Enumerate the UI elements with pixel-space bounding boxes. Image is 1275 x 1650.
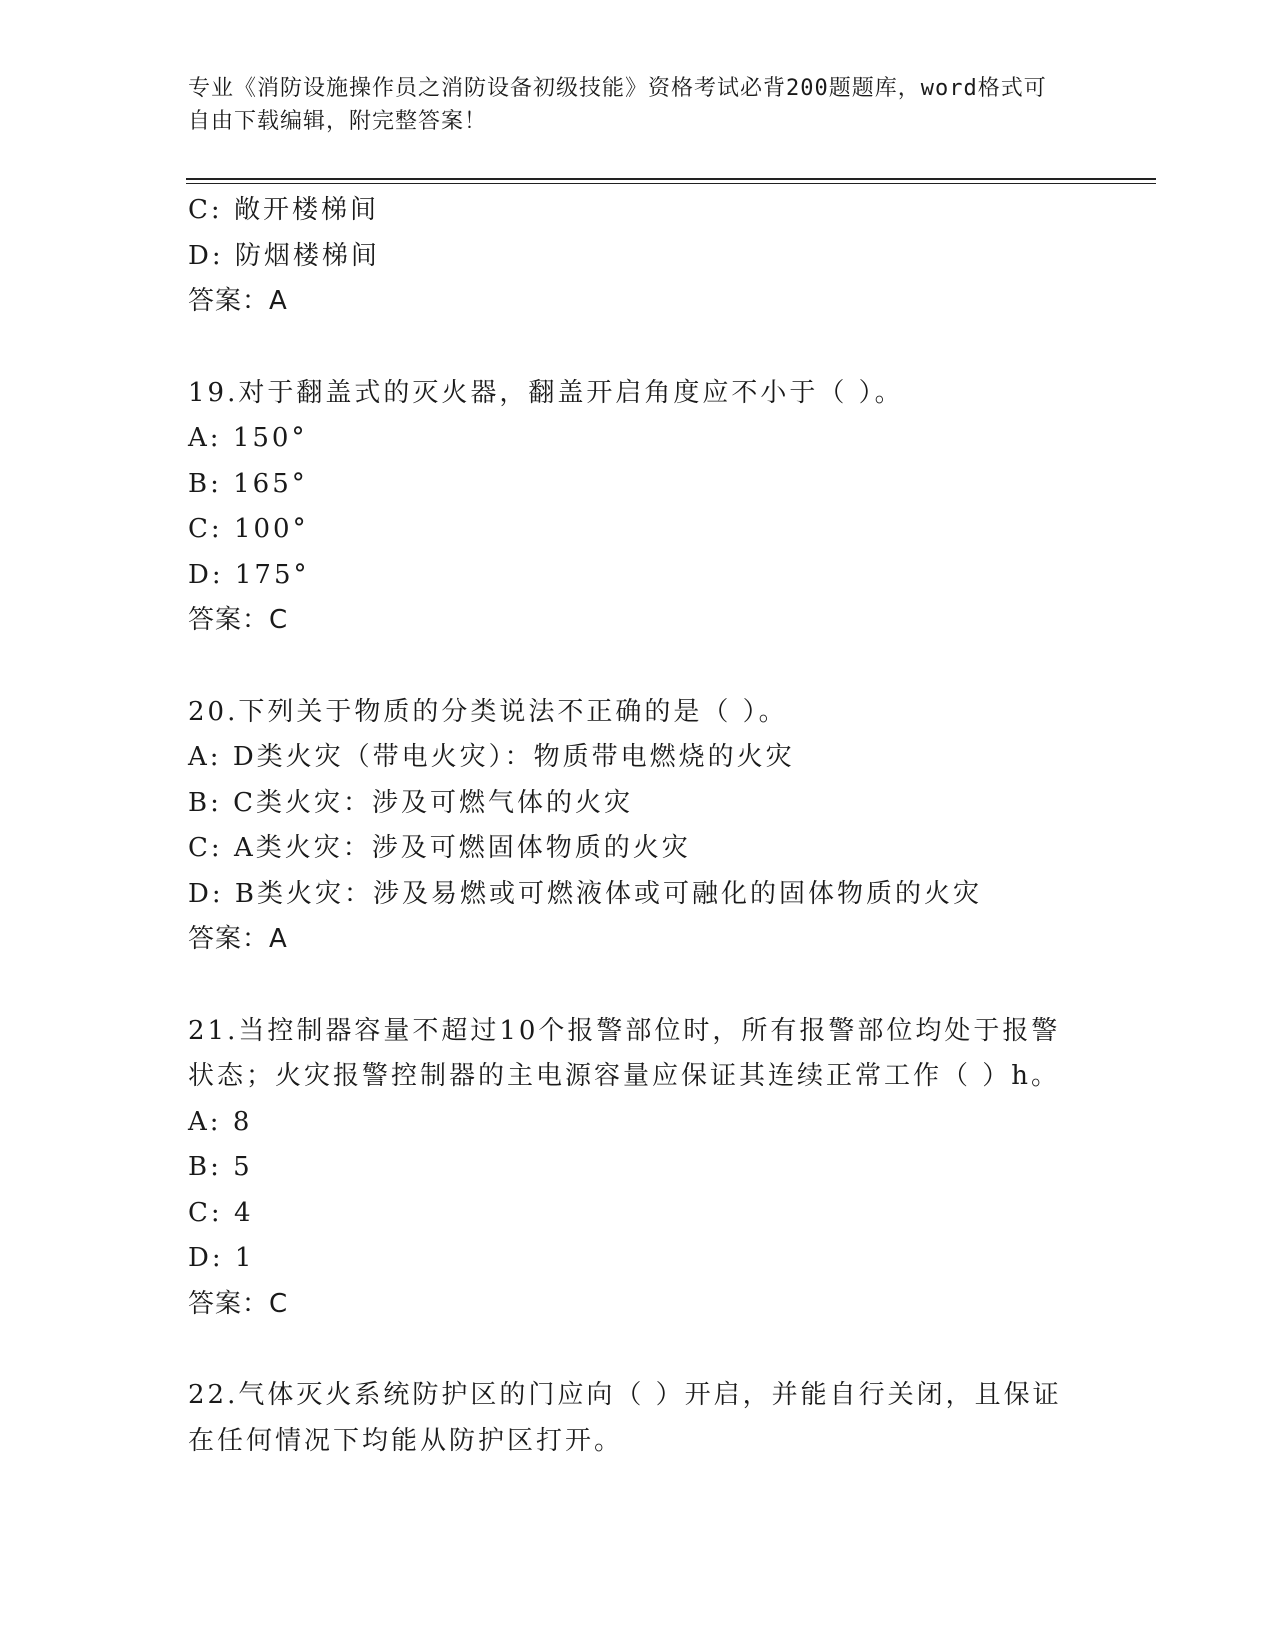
header-divider-thin	[186, 183, 1156, 184]
option-a: A: 150°	[188, 423, 308, 453]
option-b: B: C类火灾：涉及可燃气体的火灾	[188, 787, 634, 818]
header-divider-thick	[186, 178, 1156, 180]
question-19	[188, 371, 1088, 644]
question-22	[188, 1373, 1088, 1464]
document-header: 专业《消防设施操作员之消防设备初级技能》资格考试必背200题题库，word格式可自由下载编辑，附完整答案！	[188, 76, 1047, 134]
answer-line: 答案：C	[188, 605, 289, 635]
answer-line: 答案：A	[188, 924, 288, 954]
question-21	[188, 1009, 1088, 1328]
option-b: B: 165°	[188, 468, 308, 499]
option-a: A: D类火灾（带电火灾）：物质带电燃烧的火灾	[188, 742, 795, 772]
question-text-line-1: 21.当控制器容量不超过10个报警部位时，所有报警部位均处于报警	[188, 1015, 1061, 1046]
answer-line: 答案：C	[188, 1288, 289, 1319]
option-a: A: 8	[188, 1106, 253, 1137]
option-d: D: 防烟楼梯间	[188, 240, 380, 271]
option-c: C: A类火灾：涉及可燃固体物质的火灾	[188, 833, 691, 863]
question-text: 20.下列关于物质的分类说法不正确的是（ ）。	[188, 696, 788, 727]
option-c: C: 4	[188, 1197, 254, 1228]
option-d: D: B类火灾：涉及易燃或可燃液体或可融化的固体物质的火灾	[188, 878, 982, 909]
option-b: B: 5	[188, 1152, 253, 1182]
option-c: C: 100°	[188, 514, 309, 544]
option-c: C: 敞开楼梯间	[188, 195, 379, 225]
answer-line: 答案：A	[188, 286, 288, 316]
question-text-line-2: 在任何情况下均能从防护区打开。	[188, 1425, 624, 1456]
question-text: 19.对于翻盖式的灭火器，翻盖开启角度应不小于（ ）。	[188, 377, 904, 408]
question-text-line-1: 22.气体灭火系统防护区的门应向（ ）开启，并能自行关闭，且保证	[188, 1380, 1062, 1410]
question-20	[188, 690, 1088, 963]
question-continued	[188, 188, 1088, 325]
option-d: D: 1	[188, 1243, 255, 1273]
question-list	[188, 188, 1088, 1464]
question-text-line-2: 状态；火灾报警控制器的主电源容量应保证其连续正常工作（ ）h。	[188, 1061, 1061, 1091]
option-d: D: 175°	[188, 559, 310, 590]
